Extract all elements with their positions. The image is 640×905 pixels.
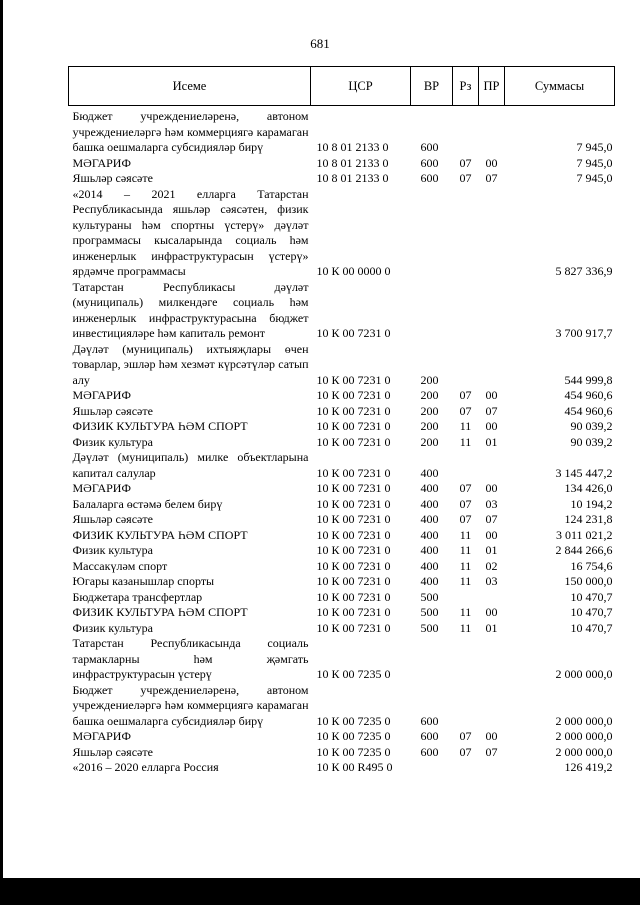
cell-pr: 00 xyxy=(485,527,498,542)
cell-pr xyxy=(479,636,505,683)
table-row xyxy=(69,388,615,404)
cell-pr: 00 xyxy=(485,419,498,433)
scan-edge-left xyxy=(0,0,3,905)
cell-sum: 10 470,7 xyxy=(570,589,613,604)
cell-vr: 500 xyxy=(420,589,439,604)
cell-rz: 07 xyxy=(459,496,472,511)
table-row xyxy=(69,171,615,187)
table-row xyxy=(69,497,615,513)
cell-sum: 124 231,8 xyxy=(564,512,613,526)
cell-name: Физик культура xyxy=(72,620,153,635)
table-row xyxy=(69,450,615,481)
table-row xyxy=(69,419,615,435)
cell-name: МӘГАРИФ xyxy=(72,729,131,743)
cell-pr: 07 xyxy=(485,403,498,418)
cell-name: МӘГАРИФ xyxy=(72,481,131,495)
cell-csr: 10 К 00 7231 0 xyxy=(316,372,391,387)
cell-sum: 7 945,0 xyxy=(576,155,613,170)
cell-vr: 600 xyxy=(420,713,439,728)
table-row xyxy=(69,590,615,606)
cell-name: Бюджет учреждениеләренә, автоном учреждениеләргә һәм коммерциягә карамаган башка оешмаларга субсидияләр бирү xyxy=(72,682,309,728)
table-row xyxy=(69,543,615,559)
table-row xyxy=(69,481,615,497)
cell-vr: 600 xyxy=(420,744,439,759)
cell-pr: 00 xyxy=(485,388,498,402)
cell-csr: 10 К 00 7235 0 xyxy=(316,744,391,759)
cell-name: Дәүләт (муниципаль) милке объектларына капитал салулар xyxy=(72,450,309,480)
cell-csr: 10 К 00 7231 0 xyxy=(316,419,391,433)
cell-pr: 07 xyxy=(485,744,498,759)
table-row xyxy=(69,528,615,544)
cell-pr xyxy=(479,760,505,776)
table-row xyxy=(69,512,615,528)
cell-name: МӘГАРИФ xyxy=(72,155,131,170)
cell-rz: 11 xyxy=(459,558,472,573)
cell-sum: 2 000 000,0 xyxy=(555,729,613,743)
cell-sum: 7 945,0 xyxy=(576,171,613,185)
page-number: 681 xyxy=(310,36,330,51)
cell-vr: 400 xyxy=(420,543,439,557)
budget-table-container xyxy=(68,66,614,776)
cell-vr: 200 xyxy=(420,419,439,433)
cell-rz: 07 xyxy=(459,171,472,185)
cell-csr: 10 К 00 7231 0 xyxy=(316,434,391,449)
cell-pr: 00 xyxy=(485,729,498,743)
table-row xyxy=(69,621,615,637)
cell-name: Физик культура xyxy=(72,434,153,449)
cell-pr xyxy=(479,187,505,280)
cell-sum: 3 145 447,2 xyxy=(555,465,613,480)
cell-name: ФИЗИК КУЛЬТУРА ҺӘМ СПОРТ xyxy=(72,419,248,433)
cell-csr: 10 К 00 7231 0 xyxy=(316,605,391,619)
table-row xyxy=(69,760,615,776)
cell-sum: 454 960,6 xyxy=(564,388,613,402)
cell-pr: 07 xyxy=(485,512,498,526)
header-name: Исеме xyxy=(69,67,311,106)
cell-sum: 2 000 000,0 xyxy=(555,713,613,728)
cell-csr: 10 К 00 7231 0 xyxy=(316,574,391,588)
table-row xyxy=(69,683,615,730)
cell-vr: 500 xyxy=(420,620,439,635)
cell-vr: 400 xyxy=(420,512,439,526)
cell-rz xyxy=(453,187,479,280)
cell-rz: 07 xyxy=(459,744,472,759)
cell-sum: 10 194,2 xyxy=(570,496,613,511)
cell-rz: 07 xyxy=(459,388,472,402)
header-csr: ЦСР xyxy=(311,67,411,106)
cell-vr: 600 xyxy=(420,171,439,185)
cell-name: Яшьләр сәясәте xyxy=(72,403,153,418)
cell-sum: 3 011 021,2 xyxy=(555,527,613,542)
table-row xyxy=(69,605,615,621)
cell-csr: 10 К 00 7231 0 xyxy=(316,496,391,511)
cell-pr: 03 xyxy=(485,496,498,511)
cell-vr: 200 xyxy=(420,434,439,449)
header-pr: ПР xyxy=(479,67,505,106)
cell-rz xyxy=(453,342,479,389)
cell-vr xyxy=(411,760,453,776)
cell-name: Балаларга өстәмә белем бирү xyxy=(72,496,223,511)
cell-sum: 16 754,6 xyxy=(570,558,613,573)
cell-rz xyxy=(453,590,479,606)
cell-name: Дәүләт (муниципаль) ихтыяҗлары өчен товарлар, эшләр һәм хезмәт күрсәтүләр сатып алу xyxy=(72,341,309,387)
cell-rz: 07 xyxy=(459,729,472,743)
cell-pr: 00 xyxy=(485,155,498,170)
cell-pr: 03 xyxy=(485,574,498,588)
cell-sum: 2 000 000,0 xyxy=(555,744,613,759)
cell-name: Физик культура xyxy=(72,543,153,557)
cell-csr: 10 К 00 7231 0 xyxy=(316,589,391,604)
cell-vr: 600 xyxy=(420,155,439,170)
cell-pr xyxy=(479,342,505,389)
cell-vr: 500 xyxy=(420,605,439,619)
cell-rz xyxy=(453,683,479,730)
cell-csr: 10 К 00 7231 0 xyxy=(316,326,391,340)
table-row xyxy=(69,404,615,420)
cell-vr: 400 xyxy=(420,574,439,588)
cell-rz: 11 xyxy=(459,620,472,635)
cell-sum: 2 844 266,6 xyxy=(555,543,613,557)
cell-csr: 10 К 00 7235 0 xyxy=(316,713,391,728)
cell-vr: 400 xyxy=(420,527,439,542)
cell-rz xyxy=(453,450,479,481)
cell-pr: 01 xyxy=(485,434,498,449)
cell-name: Бюджетара трансфертлар xyxy=(72,589,203,604)
cell-csr: 10 К 00 7235 0 xyxy=(316,667,391,681)
cell-csr: 10 К 00 7231 0 xyxy=(316,512,391,526)
cell-name: Массакүләм спорт xyxy=(72,558,168,573)
cell-name: «2016 – 2020 елларга Россия xyxy=(72,760,219,774)
cell-pr xyxy=(479,450,505,481)
cell-csr: 10 К 00 7231 0 xyxy=(316,481,391,495)
cell-csr: 10 К 00 7231 0 xyxy=(316,388,391,402)
cell-csr: 10 8 01 2133 0 xyxy=(316,171,389,185)
cell-rz xyxy=(453,109,479,156)
header-vr: ВР xyxy=(411,67,453,106)
table-row xyxy=(69,435,615,451)
cell-csr: 10 К 00 7231 0 xyxy=(316,403,391,418)
cell-name: Татарстан Республикасы дәүләт (муниципаль) милкендәге социаль һәм инженерлык инфраструктурасына бюджет инвестицияләре һәм капиталь ремонт xyxy=(72,279,309,340)
cell-vr: 600 xyxy=(420,729,439,743)
table-row xyxy=(69,280,615,342)
cell-vr: 400 xyxy=(420,558,439,573)
cell-pr: 02 xyxy=(485,558,498,573)
cell-rz: 11 xyxy=(459,434,472,449)
cell-csr: 10 8 01 2133 0 xyxy=(316,140,389,154)
cell-sum: 150 000,0 xyxy=(564,574,613,588)
cell-name: Яшьләр сәясәте xyxy=(72,512,153,526)
cell-rz: 07 xyxy=(459,512,472,526)
cell-sum: 544 999,8 xyxy=(564,372,613,387)
cell-rz: 11 xyxy=(459,527,472,542)
cell-rz xyxy=(453,636,479,683)
cell-csr: 10 К 00 7231 0 xyxy=(316,558,391,573)
table-row xyxy=(69,636,615,683)
cell-csr: 10 К 00 7235 0 xyxy=(316,729,391,743)
cell-vr: 600 xyxy=(420,140,439,154)
cell-pr xyxy=(479,280,505,342)
cell-pr: 01 xyxy=(485,620,498,635)
cell-sum: 90 039,2 xyxy=(570,419,613,433)
cell-vr: 200 xyxy=(420,403,439,418)
cell-sum: 90 039,2 xyxy=(570,434,613,449)
cell-name: «2014 – 2021 елларга Татарстан Республикасында яшьләр сәясәтен, физик культураны һәм спортны үстерү» дәүләт программасы кысаларында социаль һәм инженерлык инфраструктурасын үстерү» ярдәмче программасы xyxy=(72,186,309,278)
cell-vr: 200 xyxy=(420,372,439,387)
cell-name: ФИЗИК КУЛЬТУРА ҺӘМ СПОРТ xyxy=(72,527,248,542)
cell-vr: 400 xyxy=(420,465,439,480)
table-body xyxy=(69,106,615,776)
cell-rz xyxy=(453,280,479,342)
table-row xyxy=(69,187,615,280)
cell-csr: 10 К 00 7231 0 xyxy=(316,527,391,542)
cell-pr: 00 xyxy=(485,481,498,495)
table-row xyxy=(69,342,615,389)
header-sum: Суммасы xyxy=(505,67,615,106)
cell-name: Татарстан Республикасында социаль тармакларны һәм җәмгать инфраструктурасын үстерү xyxy=(72,636,309,681)
cell-pr: 07 xyxy=(485,171,498,185)
cell-vr xyxy=(411,187,453,280)
cell-vr xyxy=(411,280,453,342)
cell-rz: 07 xyxy=(459,403,472,418)
table-row xyxy=(69,729,615,745)
cell-csr: 10 8 01 2133 0 xyxy=(316,155,389,170)
header-rz: Рз xyxy=(453,67,479,106)
cell-sum: 10 470,7 xyxy=(570,620,613,635)
cell-vr: 200 xyxy=(420,388,439,402)
cell-pr xyxy=(479,683,505,730)
table-row xyxy=(69,559,615,575)
cell-sum: 10 470,7 xyxy=(570,605,613,619)
cell-rz: 11 xyxy=(459,574,472,588)
cell-vr: 400 xyxy=(420,481,439,495)
cell-name: МӘГАРИФ xyxy=(72,388,131,402)
cell-name: ФИЗИК КУЛЬТУРА ҺӘМ СПОРТ xyxy=(72,605,248,619)
cell-vr: 400 xyxy=(420,496,439,511)
cell-rz: 11 xyxy=(459,543,472,557)
cell-rz: 11 xyxy=(459,419,472,433)
cell-csr: 10 К 00 7231 0 xyxy=(316,543,391,557)
cell-sum: 5 827 336,9 xyxy=(555,264,613,278)
cell-rz: 07 xyxy=(459,481,472,495)
cell-pr xyxy=(479,109,505,156)
scan-edge-bottom xyxy=(0,878,640,905)
cell-csr: 10 К 00 7231 0 xyxy=(316,465,391,480)
cell-rz: 07 xyxy=(459,155,472,170)
table-row xyxy=(69,574,615,590)
table-row xyxy=(69,745,615,761)
cell-sum: 454 960,6 xyxy=(564,403,613,418)
table-row xyxy=(69,109,615,156)
cell-name: Яшьләр сәясәте xyxy=(72,171,153,185)
cell-sum: 7 945,0 xyxy=(576,140,613,154)
table-row xyxy=(69,156,615,172)
cell-name: Яшьләр сәясәте xyxy=(72,744,153,759)
cell-csr: 10 К 00 R495 0 xyxy=(316,760,393,774)
cell-pr: 00 xyxy=(485,605,498,619)
cell-csr: 10 К 00 7231 0 xyxy=(316,620,391,635)
cell-pr xyxy=(479,590,505,606)
cell-sum: 134 426,0 xyxy=(564,481,613,495)
cell-vr xyxy=(411,636,453,683)
cell-sum: 126 419,2 xyxy=(564,760,613,774)
cell-pr: 01 xyxy=(485,543,498,557)
cell-rz xyxy=(453,760,479,776)
table-header xyxy=(69,67,615,106)
cell-name: Югары казанышлар спорты xyxy=(72,574,215,588)
cell-sum: 2 000 000,0 xyxy=(555,667,613,681)
cell-rz: 11 xyxy=(459,605,472,619)
cell-name: Бюджет учреждениеләренә, автоном учреждениеләргә һәм коммерциягә карамаган башка оешмаларга субсидияләр бирү xyxy=(72,109,309,154)
budget-table xyxy=(68,66,615,776)
cell-sum: 3 700 917,7 xyxy=(555,326,613,340)
cell-csr: 10 К 00 0000 0 xyxy=(316,264,391,278)
